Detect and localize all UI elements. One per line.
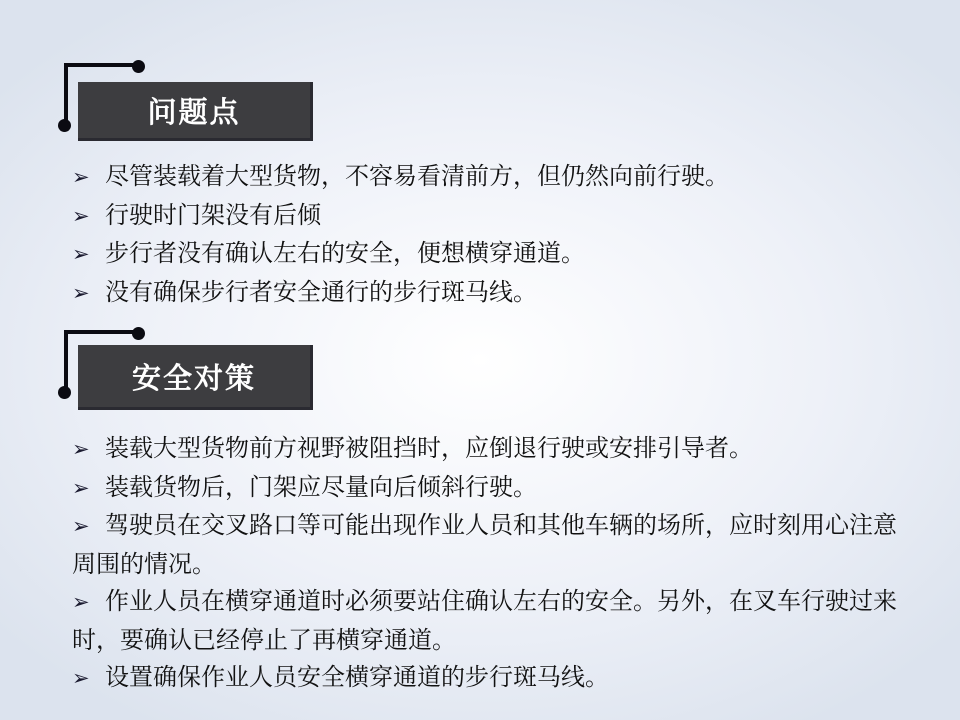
arrow-bullet-icon: ➢ bbox=[72, 476, 90, 500]
bullet-text: 尽管装载着大型货物，不容易看清前方，但仍然向前行驶。 bbox=[105, 163, 729, 190]
problem-connector-horizontal-line bbox=[64, 63, 140, 67]
bullet-text: 行驶时门架没有后倾 bbox=[105, 201, 321, 229]
bullet-item bbox=[72, 274, 912, 313]
problem-connector-dot-right bbox=[132, 60, 145, 73]
bullet-text: 装载货物后，门架应尽量向后倾斜行驶。 bbox=[105, 473, 537, 501]
safety-title: 安全对策 bbox=[131, 362, 256, 395]
problem-connector-dot-bottom bbox=[58, 119, 71, 132]
bullet-text: 作业人员在横穿通道时必须要站住确认左右的安全。另外，在叉车行驶过来时，要确认已经停止了再横穿通道。 bbox=[72, 588, 897, 654]
arrow-bullet-icon: ➢ bbox=[72, 281, 90, 305]
safety-connector-vertical-line bbox=[64, 330, 68, 394]
arrow-bullet-icon: ➢ bbox=[72, 166, 90, 189]
bullet-item bbox=[72, 158, 912, 197]
bullet-item bbox=[72, 507, 912, 583]
bullet-item bbox=[72, 430, 912, 469]
problem-title: 问题点 bbox=[147, 96, 241, 129]
bullet-text: 步行者没有确认左右的安全，便想横穿通道。 bbox=[105, 240, 585, 267]
arrow-bullet-icon: ➢ bbox=[72, 667, 90, 690]
safety-connector-horizontal-line bbox=[64, 330, 140, 334]
bullet-item bbox=[72, 235, 912, 274]
bullet-item bbox=[72, 583, 912, 659]
arrow-bullet-icon: ➢ bbox=[72, 591, 90, 614]
arrow-bullet-icon: ➢ bbox=[72, 515, 90, 538]
safety-connector-dot-bottom bbox=[58, 386, 71, 399]
bullet-item bbox=[72, 197, 912, 236]
bullet-item bbox=[72, 659, 912, 698]
arrow-bullet-icon: ➢ bbox=[72, 204, 90, 228]
bullet-text: 没有确保步行者安全通行的步行斑马线。 bbox=[105, 278, 537, 306]
bullet-text: 装载大型货物前方视野被阻挡时，应倒退行驶或安排引导者。 bbox=[105, 435, 753, 462]
bullet-text: 设置确保作业人员安全横穿通道的步行斑马线。 bbox=[105, 664, 609, 691]
problem-connector-vertical-line bbox=[64, 63, 68, 127]
arrow-bullet-icon: ➢ bbox=[72, 438, 90, 461]
arrow-bullet-icon: ➢ bbox=[72, 243, 90, 266]
bullet-text: 驾驶员在交叉路口等可能出现作业人员和其他车辆的场所，应时刻用心注意周围的情况。 bbox=[72, 512, 897, 578]
safety-title-box bbox=[78, 345, 313, 410]
safety-bullet-list bbox=[72, 430, 912, 698]
problem-bullet-list bbox=[72, 158, 912, 312]
problem-title-box bbox=[78, 82, 313, 141]
bullet-item bbox=[72, 469, 912, 508]
safety-connector-dot-right bbox=[132, 327, 145, 340]
